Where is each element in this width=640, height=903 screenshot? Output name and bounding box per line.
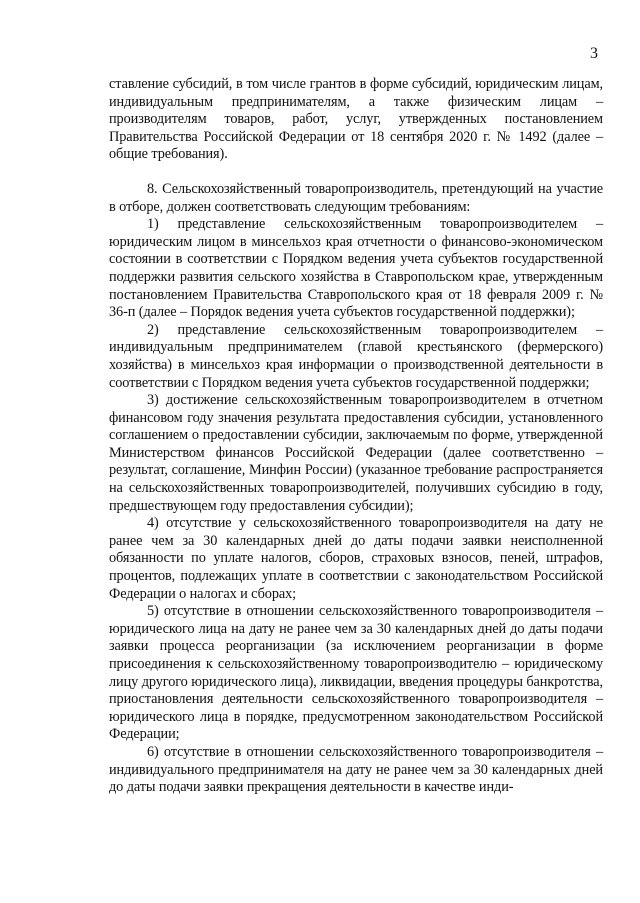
paragraph-requirement-2: 2) представление сельскохозяйственным товаропроизводителем – индивидуальным предпринимателем (главой крестьянского (фермерского) хозяйства) в минсельхоз края информации о производственной деятельности в соответствии с Порядком ведения учета субъектов государственной поддержки;	[109, 321, 603, 391]
paragraph-requirement-1: 1) представление сельскохозяйственным товаропроизводителем – юридическим лицом в минсельхоз края отчетности о финансово-экономическом состоянии в соответствии с Порядком ведения учета субъектов государственной поддержки развития сельского хозяйства в Ставропольском крае, утвержденным постановлением Правительства Ставропольского края от 18 февраля 2009 г. № 36-п (далее – Порядок ведения учета субъектов государственной поддержки);	[109, 216, 603, 321]
document-body	[109, 76, 603, 797]
paragraph-requirement-6: 6) отсутствие в отношении сельскохозяйственного товаропроизводителя – индивидуального предпринимателя на дату не ранее чем за 30 календарных дней до даты подачи заявки прекращения деятельности в качестве инди-	[109, 743, 603, 796]
paragraph-requirement-4: 4) отсутствие у сельскохозяйственного товаропроизводителя на дату не ранее чем за 30 календарных дней до даты подачи заявки неисполненной обязанности по уплате налогов, сборов, страховых взносов, пеней, штрафов, процентов, подлежащих уплате в соответствии с законодательством Российской Федерации о налогах и сборах;	[109, 515, 603, 602]
page-number: 3	[590, 45, 598, 62]
paragraph-requirement-5: 5) отсутствие в отношении сельскохозяйственного товаропроизводителя – юридического лица на дату не ранее чем за 30 календарных дней до даты подачи заявки процесса реорганизации (за исключением реорганизации в форме присоединения к сельскохозяйственному товаропроизводителю – юридическому лицу другого юридического лица), ликвидации, введения процедуры банкротства, приостановления деятельности сельскохозяйственного товаропроизводителя – юридического лица в порядке, предусмотренном законодательством Российской Федерации;	[109, 603, 603, 743]
paragraph-requirement-3: 3) достижение сельскохозяйственным товаропроизводителем в отчетном финансовом году значения результата предоставления субсидии, установленного соглашением о предоставлении субсидии, заключаемым по форме, утвержденной Министерством финансов Российской Федерации (далее соответственно – результат, соглашение, Минфин России) (указанное требование распространяется на сельскохозяйственных товаропроизводителей, получивших субсидию в году, предшествующем году предоставления субсидии);	[109, 392, 603, 514]
paragraph-continuation: ставление субсидий, в том числе грантов в форме субсидий, юридическим лицам, индивидуальным предпринимателям, а также физическим лицам – производителям товаров, работ, услуг, утвержденных постановлением Правительства Российской Федерации от 18 сентября 2020 г. № 1492 (далее – общие требования).	[109, 76, 603, 163]
paragraph-item-8: 8. Сельскохозяйственный товаропроизводитель, претендующий на участие в отборе, должен соответствовать следующим требованиям:	[109, 180, 603, 215]
